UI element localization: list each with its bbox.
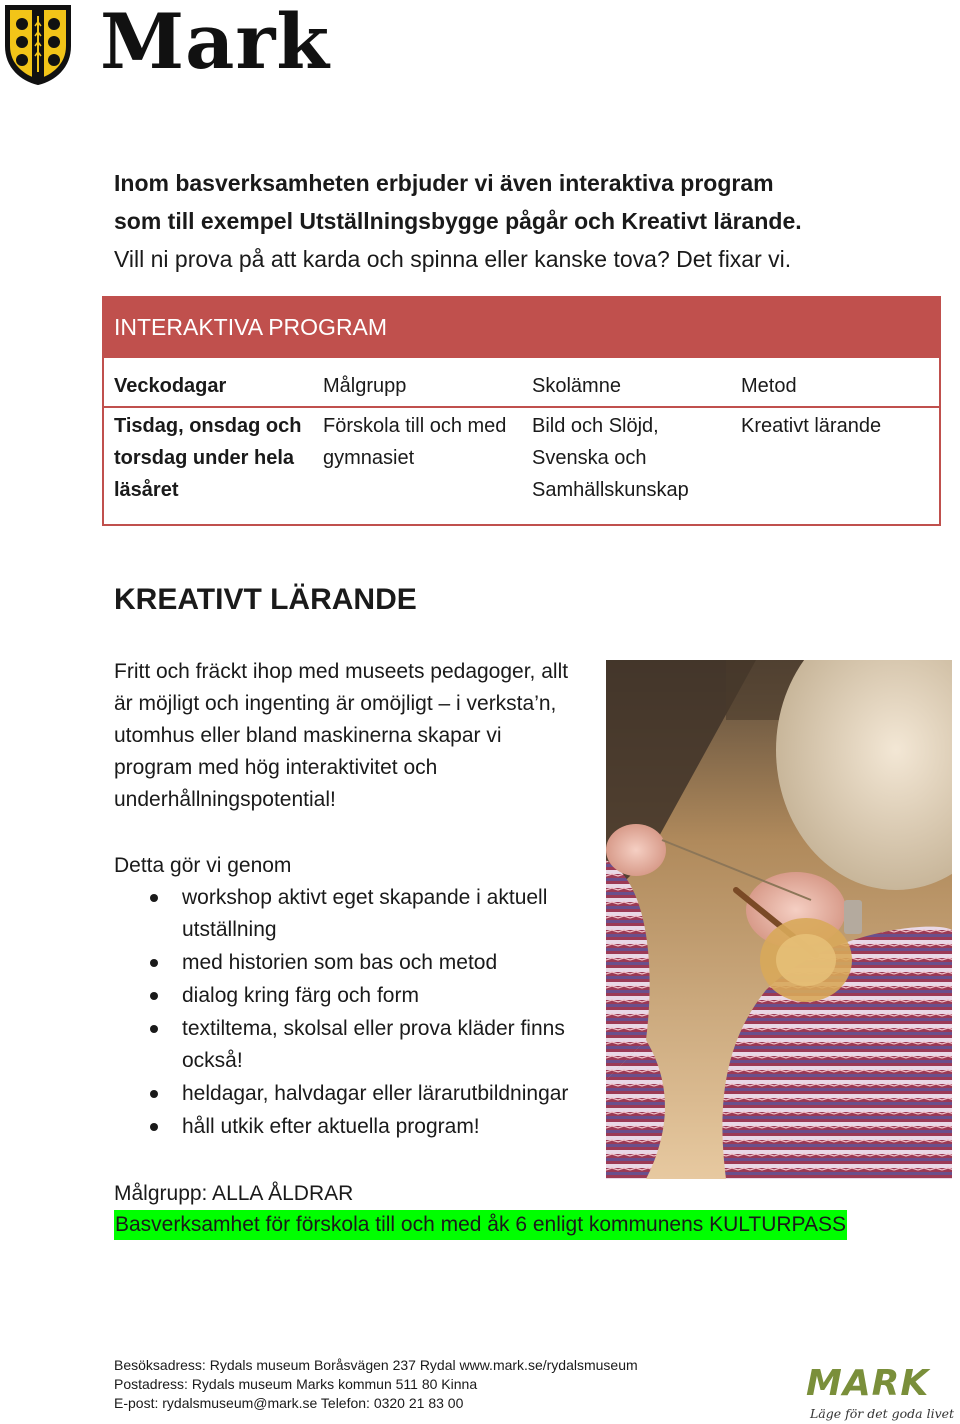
municipal-crest-icon: [2, 2, 74, 86]
bullet-list: [150, 882, 600, 1144]
header-cell-method: Metod: [741, 375, 797, 397]
footer-logo-word: MARK: [806, 1363, 930, 1404]
intro-text: [114, 164, 874, 278]
spinning-photo: [606, 660, 952, 1179]
intro-line-2: som till exempel Utställningsbygge pågår och Kreativt lärande.: [114, 208, 802, 234]
header-cell-subject: Skolämne: [532, 375, 621, 397]
page-header: [0, 0, 960, 100]
list-item-text: dialog kring färg och form: [182, 984, 419, 1007]
footer-email-phone: E-post: rydalsmuseum@mark.se Telefon: 0320 21 83 00: [114, 1395, 464, 1411]
intro-line-1: Inom basverksamheten erbjuder vi även interaktiva program: [114, 170, 774, 196]
bullet-dot-icon: [150, 1025, 158, 1033]
bullet-dot-icon: [150, 1123, 158, 1131]
footer-postal-address: Postadress: Rydals museum Marks kommun 511 80 Kinna: [114, 1376, 478, 1392]
highlight-text: Basverksamhet för förskola till och med åk 6 enligt kommunens KULTURPASS: [114, 1210, 847, 1240]
bullet-dot-icon: [150, 894, 158, 902]
paragraph-line: program med hög interaktivitet och: [114, 756, 438, 779]
brand-name: Mark: [100, 0, 331, 86]
program-table: [102, 296, 941, 526]
target-group-label: Målgrupp: ALLA ÅLDRAR: [114, 1182, 354, 1205]
bullet-dot-icon: [150, 959, 158, 967]
list-item: [150, 1013, 600, 1077]
table-cell-weekdays: Tisdag, onsdag och torsdag under hela läsåret: [114, 415, 302, 501]
list-item: [150, 1078, 600, 1110]
list-item: [150, 882, 600, 946]
list-item: [150, 947, 600, 979]
list-item: [150, 1111, 600, 1143]
footer-visit-address: Besöksadress: Rydals museum Boråsvägen 237 Rydal www.mark.se/rydalsmuseum: [114, 1357, 638, 1373]
bullet-dot-icon: [150, 1090, 158, 1098]
footer-logo-tagline: Läge för det goda livet: [810, 1406, 955, 1421]
list-item-text: workshop aktivt eget skapande i aktuell: [182, 886, 548, 909]
table-cell-method: Kreativt lärande: [741, 415, 882, 437]
list-item: [150, 980, 600, 1012]
table-cell-target-group: Förskola till och med gymnasiet: [323, 415, 507, 469]
paragraph-line: Fritt och fräckt ihop med museets pedagoger, allt: [114, 660, 569, 683]
table-title-bar: [104, 298, 939, 358]
header-cell-weekdays: Veckodagar: [114, 375, 227, 397]
list-item-text: heldagar, halvdagar eller lärarutbildningar: [182, 1082, 569, 1105]
paragraph-line: utomhus eller bland maskinerna skapar vi: [114, 724, 502, 747]
list-item-text: också!: [182, 1049, 243, 1072]
table-title: INTERAKTIVA PROGRAM: [114, 314, 388, 340]
section-heading: KREATIVT LÄRANDE: [114, 583, 417, 616]
paragraph-line: är möjligt och ingenting är omöjligt – i verksta’n,: [114, 692, 557, 715]
intro-line-3: Vill ni prova på att karda och spinna eller kanske tova? Det fixar vi.: [114, 246, 792, 272]
list-item-text: håll utkik efter aktuella program!: [182, 1115, 480, 1138]
bullet-dot-icon: [150, 992, 158, 1000]
bullets-intro: Detta gör vi genom: [114, 854, 292, 877]
table-cell-subject: Bild och Slöjd, Svenska och Samhällskunskap: [532, 415, 689, 501]
list-item-text: med historien som bas och metod: [182, 951, 498, 974]
table-header-row: [104, 358, 939, 408]
header-cell-target-group: Målgrupp: [323, 375, 407, 397]
section-paragraph: [114, 656, 594, 816]
footer-logo: [806, 1363, 956, 1424]
list-item-text: utställning: [182, 918, 277, 941]
list-item-text: textiltema, skolsal eller prova kläder finns: [182, 1017, 565, 1040]
footer-contact: [114, 1356, 638, 1413]
paragraph-line: underhållningspotential!: [114, 788, 336, 811]
